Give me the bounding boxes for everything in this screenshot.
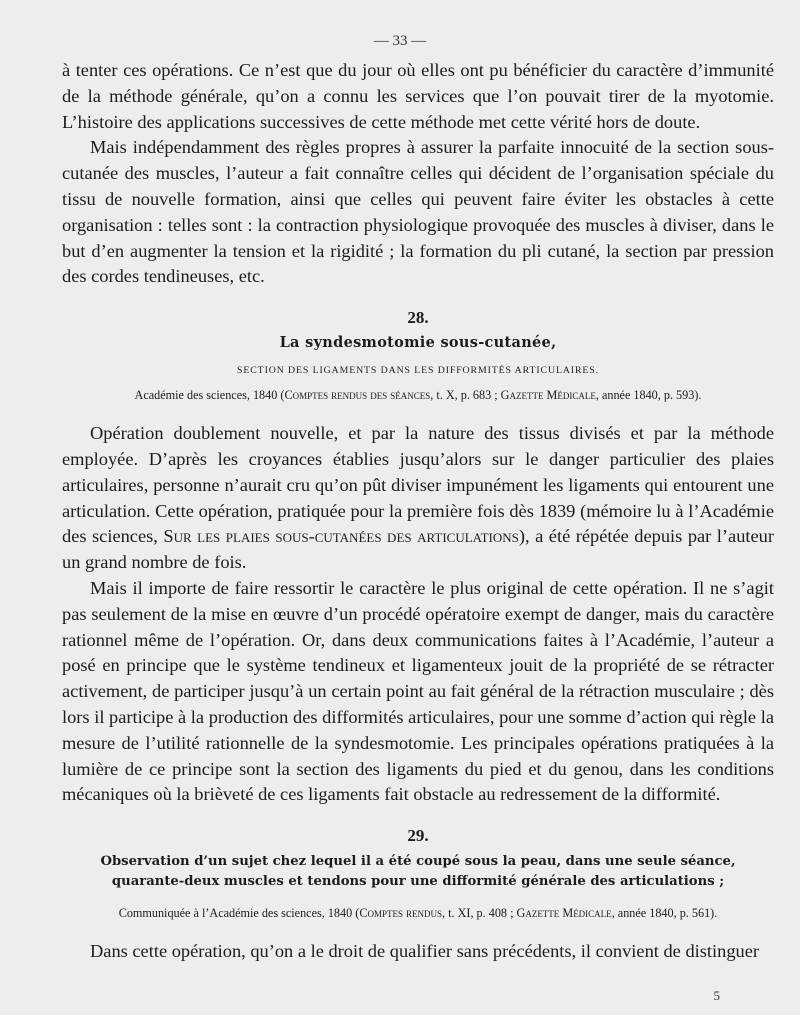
page-number: — 33 — xyxy=(373,33,427,49)
memoir-title: Sur les plaies sous-cutanées des articulations xyxy=(163,526,519,547)
section-28-subtitle: SECTION DES LIGAMENTS DANS LES DIFFORMITÉS ARTICULAIRES. xyxy=(237,365,599,377)
section-28-title: La syndesmotomie sous-cutanée, xyxy=(279,334,557,352)
paragraph-continuation: à tenter ces opérations. Ce n’est que du jour où elles ont pu bénéficier du caractère d’immunité de la méthode générale, qu’on a connu les services que l’on pouvait tirer de la myotomie. L’histoire des applications successives de cette méthode met cette vérité hors de doute. xyxy=(62,60,774,132)
ref-text: , année 1840, p. 593). xyxy=(595,388,702,403)
ref-journal: Comptes rendus des séances xyxy=(284,388,431,403)
section-29-paragraph-1: Dans cette opération, qu’on a le droit de qualifier sans précédents, il convient de distinguer xyxy=(90,941,759,962)
section-28-paragraph-2: Mais il importe de faire ressortir le caractère le plus original de cette opération. Il ne s’agit pas seulement de la mise en œuvre d’un procédé opératoire exempt de danger, mais du caractère rationnel même de l’opération. Or, dans deux communications faites à l’Académie, l’auteur a posé en principe que le système tendineux et ligamenteux jouit de la propriété de se rétracter activement, de participer jusqu’à un certain point au fait général de la rétraction musculaire ; dès lors il participe à la production des difformités articulaires, pour une somme d’action qui règle la mesure de l’utilité rationnelle de la syndesmotomie. Les principales opérations pratiquées à la lumière de ce principe sont la section des ligaments du pied et du genou, dans les conditions mécaniques où la brièveté de ces ligaments fait obstacle au redressement de la difformité. xyxy=(62,577,774,805)
section-29-title: Observation d’un sujet chez lequel il a été coupé sous la peau, dans une seule séance, quarante-deux muscles et tendons pour une difformité générale des articulations ; xyxy=(100,854,736,890)
ref-text: , année 1840, p. 561). xyxy=(611,906,718,921)
ref-text: Communiquée à l’Académie des sciences, 1840 ( xyxy=(118,906,360,921)
page-body xyxy=(62,58,774,965)
section-28-number: 28. xyxy=(407,308,429,328)
section-28-reference xyxy=(62,388,774,403)
section-29-reference xyxy=(62,906,774,921)
text-run: Opération doublement nouvelle, et par la nature des tissus divisés et par la méthode employée. D’après les croyances établies jusqu’alors sur le danger particulier des plaies articulaires, personne n’aurait cru qu’on pût diviser impunément les ligaments qui entourent une articulation. Cette opération, pratiquée pour la première fois dès 1839 (mémoire lu à l’Académie des sciences, xyxy=(62,423,774,547)
ref-journal: Gazette Médicale xyxy=(500,388,596,403)
ref-journal: Comptes rendus xyxy=(359,906,443,921)
text-run: ), a été répétée depuis par l’auteur un grand nombre de fois. xyxy=(62,526,774,573)
section-29-number: 29. xyxy=(407,826,429,846)
signature-mark: 5 xyxy=(713,988,720,1003)
ref-text: Académie des sciences, 1840 ( xyxy=(134,388,285,403)
section-28-paragraph-1 xyxy=(62,421,774,576)
ref-journal: Gazette Médicale xyxy=(516,906,612,921)
paragraph-rules: Mais indépendamment des règles propres à assurer la parfaite innocuité de la section sous-cutanée des muscles, l’auteur a fait connaître celles qui décident de l’organisation spéciale du tissu de nouvelle formation, ainsi que celles qui peuvent faire éviter les obstacles à cette organisation : telles sont : la contraction physiologique provoquée des muscles à diviser, dans le but d’en augmenter la tension et la rigidité ; la formation du pli cutané, la section par pression des cordes tendineuses, etc. xyxy=(62,137,774,287)
ref-text: , t. X, p. 683 ; xyxy=(430,388,501,403)
ref-text: , t. XI, p. 408 ; xyxy=(442,906,517,921)
